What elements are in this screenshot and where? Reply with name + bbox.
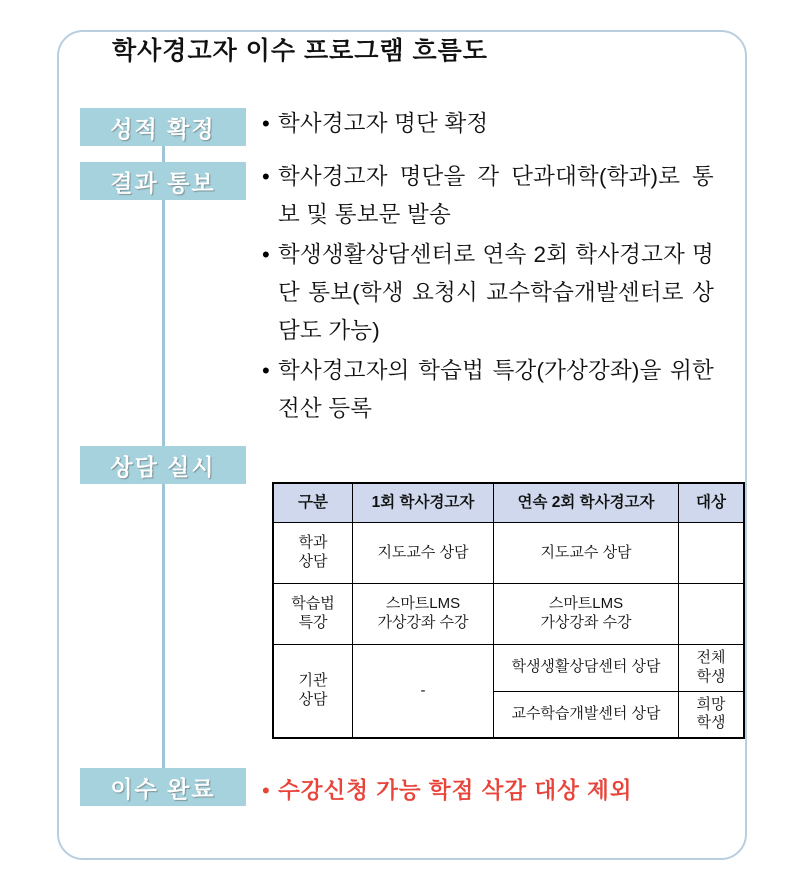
cell-agency-target-b: 희망 학생 <box>679 691 745 738</box>
cell-agency-target-a: 전체 학생 <box>679 645 745 692</box>
list-item-text: 학사경고자 명단 확정 <box>278 111 489 136</box>
column-header-category: 구분 <box>273 483 353 523</box>
list-item <box>262 352 714 428</box>
stage-chip-grade-confirm: 성적 확정 <box>80 108 246 146</box>
stage-chip-completion: 이수 완료 <box>80 768 246 806</box>
bullet-dot-icon: • <box>262 242 270 267</box>
row-label-agency-counseling: 기관 상담 <box>273 645 353 739</box>
list-item-text: 학사경고자 명단을 각 단과대학(학과)로 통보 및 통보문 발송 <box>278 164 714 227</box>
page-title: 학사경고자 이수 프로그램 흐름도 <box>100 34 500 68</box>
row-label-dept-counseling: 학과 상담 <box>273 523 353 584</box>
list-item-text: 학생생활상담센터로 연속 2회 학사경고자 명단 통보(학생 요청시 교수학습개발센터로 상담도 가능) <box>278 242 714 343</box>
cell-dept-first: 지도교수 상담 <box>353 523 494 584</box>
row-label-study-lecture: 학습법 특강 <box>273 584 353 645</box>
bullet-dot-icon: • <box>262 778 270 803</box>
column-header-first-warning: 1회 학사경고자 <box>353 483 494 523</box>
table-row <box>273 523 744 584</box>
stage-chip-counseling: 상담 실시 <box>80 446 246 484</box>
bullet-dot-icon: • <box>262 111 270 136</box>
cell-lecture-first: 스마트LMS 가상강좌 수강 <box>353 584 494 645</box>
bullet-list-grade-confirm <box>262 105 714 145</box>
list-item <box>262 105 714 143</box>
cell-dept-target <box>679 523 745 584</box>
column-header-target: 대상 <box>679 483 745 523</box>
stage-chip-result-notice: 결과 통보 <box>80 162 246 200</box>
cell-lecture-second: 스마트LMS 가상강좌 수강 <box>494 584 679 645</box>
bullet-list-completion <box>262 772 714 812</box>
bullet-dot-icon: • <box>262 164 270 189</box>
bullet-dot-icon: • <box>262 358 270 383</box>
bullet-list-result-notice <box>262 158 714 430</box>
list-item-text: 수강신청 가능 학점 삭감 대상 제외 <box>278 778 633 803</box>
table-row <box>273 645 744 692</box>
cell-lecture-target <box>679 584 745 645</box>
cell-agency-second-a: 학생생활상담센터 상담 <box>494 645 679 692</box>
table-header-row <box>273 483 744 523</box>
list-item-text: 학사경고자의 학습법 특강(가상강좌)을 위한 전산 등록 <box>278 358 714 421</box>
cell-agency-second-b: 교수학습개발센터 상담 <box>494 691 679 738</box>
list-item <box>262 158 714 234</box>
list-item <box>262 772 714 810</box>
column-header-second-warning: 연속 2회 학사경고자 <box>494 483 679 523</box>
list-item <box>262 236 714 350</box>
table-row <box>273 584 744 645</box>
counseling-matrix-table <box>272 482 745 739</box>
cell-dept-second: 지도교수 상담 <box>494 523 679 584</box>
cell-agency-first: - <box>353 645 494 739</box>
